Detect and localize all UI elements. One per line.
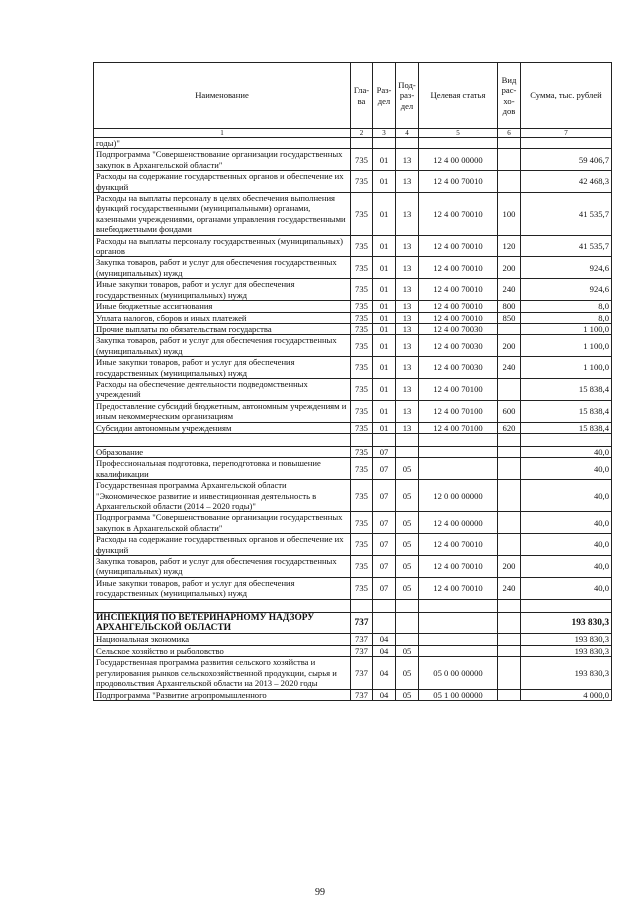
cell-name: Иные закупки товаров, работ и услуг для обеспечения государственных (муниципальных) нужд xyxy=(94,279,351,301)
cell-statya: 12 4 00 70010 xyxy=(419,301,498,312)
cell-statya: 05 1 00 00000 xyxy=(419,689,498,700)
header-vid: Вид рас-хо-дов xyxy=(498,63,521,129)
cell-razdel xyxy=(373,138,396,149)
header-glava: Гла-ва xyxy=(351,63,373,129)
cell-name: Профессиональная подготовка, переподготовка и повышение квалификации xyxy=(94,458,351,480)
cell-vid: 200 xyxy=(498,257,521,279)
cell-vid: 240 xyxy=(498,357,521,379)
cell-podrazdel xyxy=(396,599,419,612)
cell-vid: 120 xyxy=(498,235,521,257)
cell-summa: 40,0 xyxy=(521,446,612,457)
cell-podrazdel: 13 xyxy=(396,323,419,334)
table-row xyxy=(94,512,612,534)
cell-statya: 12 4 00 70100 xyxy=(419,422,498,433)
cell-summa: 193 830,3 xyxy=(521,645,612,656)
table-row xyxy=(94,400,612,422)
cell-podrazdel xyxy=(396,634,419,645)
cell-glava: 737 xyxy=(351,612,373,634)
cell-razdel: 01 xyxy=(373,257,396,279)
header-statya: Целевая статья xyxy=(419,63,498,129)
cell-statya xyxy=(419,645,498,656)
cell-glava: 737 xyxy=(351,634,373,645)
cell-statya: 12 4 00 70030 xyxy=(419,357,498,379)
table-row xyxy=(94,458,612,480)
cell-podrazdel xyxy=(396,446,419,457)
column-number: 6 xyxy=(498,129,521,138)
cell-name: Сельское хозяйство и рыболовство xyxy=(94,645,351,656)
cell-summa: 193 830,3 xyxy=(521,657,612,689)
table-row xyxy=(94,645,612,656)
cell-name: Закупка товаров, работ и услуг для обеспечения государственных (муниципальных) нужд xyxy=(94,335,351,357)
cell-name: Расходы на выплаты персоналу в целях обеспечения выполнения функций государственными (муниципальными) органами, казенными учреждениями, органами управления государственными внебюджетными фондами xyxy=(94,193,351,236)
cell-podrazdel: 13 xyxy=(396,235,419,257)
column-number: 2 xyxy=(351,129,373,138)
table-row xyxy=(94,378,612,400)
cell-name: Расходы на обеспечение деятельности подведомственных учреждений xyxy=(94,378,351,400)
cell-statya xyxy=(419,612,498,634)
spacer-row xyxy=(94,599,612,612)
cell-vid xyxy=(498,323,521,334)
cell-name xyxy=(94,599,351,612)
cell-podrazdel: 05 xyxy=(396,480,419,512)
cell-statya: 12 4 00 70010 xyxy=(419,257,498,279)
cell-podrazdel: 13 xyxy=(396,171,419,193)
cell-vid: 200 xyxy=(498,556,521,578)
cell-statya xyxy=(419,433,498,446)
table-row xyxy=(94,657,612,689)
cell-podrazdel: 13 xyxy=(396,312,419,323)
cell-podrazdel: 05 xyxy=(396,556,419,578)
cell-statya: 12 4 00 70010 xyxy=(419,312,498,323)
cell-name: Иные закупки товаров, работ и услуг для обеспечения государственных (муниципальных) нужд xyxy=(94,357,351,379)
cell-summa: 1 100,0 xyxy=(521,335,612,357)
cell-glava: 735 xyxy=(351,357,373,379)
cell-summa: 40,0 xyxy=(521,577,612,599)
cell-razdel: 07 xyxy=(373,458,396,480)
cell-summa xyxy=(521,599,612,612)
cell-podrazdel: 05 xyxy=(396,645,419,656)
cell-statya xyxy=(419,138,498,149)
column-number: 4 xyxy=(396,129,419,138)
cell-glava: 735 xyxy=(351,171,373,193)
cell-statya: 12 4 00 00000 xyxy=(419,512,498,534)
cell-name: Подпрограмма "Совершенствование организации государственных закупок в Архангельской области" xyxy=(94,512,351,534)
cell-vid xyxy=(498,446,521,457)
budget-table xyxy=(93,62,612,701)
cell-razdel: 01 xyxy=(373,312,396,323)
cell-podrazdel: 05 xyxy=(396,534,419,556)
table-row xyxy=(94,149,612,171)
cell-vid xyxy=(498,433,521,446)
cell-glava: 735 xyxy=(351,235,373,257)
cell-podrazdel xyxy=(396,138,419,149)
cell-statya: 12 4 00 70010 xyxy=(419,171,498,193)
cell-razdel: 01 xyxy=(373,357,396,379)
cell-podrazdel: 13 xyxy=(396,378,419,400)
cell-glava xyxy=(351,138,373,149)
header-razdel: Раз-дел xyxy=(373,63,396,129)
cell-statya: 05 0 00 00000 xyxy=(419,657,498,689)
table-body xyxy=(94,138,612,701)
cell-vid: 100 xyxy=(498,193,521,236)
cell-vid xyxy=(498,458,521,480)
table-row xyxy=(94,257,612,279)
cell-name: Расходы на выплаты персоналу государственных (муниципальных) органов xyxy=(94,235,351,257)
cell-summa xyxy=(521,433,612,446)
table-row xyxy=(94,171,612,193)
table-row xyxy=(94,279,612,301)
cell-glava: 735 xyxy=(351,378,373,400)
cell-glava: 735 xyxy=(351,458,373,480)
budget-table-sheet xyxy=(93,62,611,701)
cell-statya: 12 4 00 70010 xyxy=(419,193,498,236)
cell-vid: 240 xyxy=(498,279,521,301)
cell-glava: 735 xyxy=(351,556,373,578)
cell-name: Расходы на содержание государственных органов и обеспечение их функций xyxy=(94,534,351,556)
cell-vid xyxy=(498,689,521,700)
cell-summa: 8,0 xyxy=(521,301,612,312)
cell-name: Подпрограмма "Совершенствование организации государственных закупок в Архангельской области" xyxy=(94,149,351,171)
cell-summa: 1 100,0 xyxy=(521,357,612,379)
cell-vid xyxy=(498,378,521,400)
cell-summa xyxy=(521,138,612,149)
cell-summa: 41 535,7 xyxy=(521,193,612,236)
cell-razdel: 01 xyxy=(373,279,396,301)
cell-vid xyxy=(498,149,521,171)
cell-summa: 42 468,3 xyxy=(521,171,612,193)
column-number-row xyxy=(94,129,612,138)
cell-glava: 735 xyxy=(351,323,373,334)
table-row xyxy=(94,612,612,634)
cell-summa: 193 830,3 xyxy=(521,612,612,634)
cell-glava: 735 xyxy=(351,301,373,312)
cell-podrazdel: 13 xyxy=(396,193,419,236)
cell-statya: 12 4 00 70030 xyxy=(419,323,498,334)
cell-glava: 735 xyxy=(351,512,373,534)
cell-statya: 12 4 00 70100 xyxy=(419,378,498,400)
cell-summa: 193 830,3 xyxy=(521,634,612,645)
cell-podrazdel: 05 xyxy=(396,512,419,534)
cell-vid: 600 xyxy=(498,400,521,422)
cell-summa: 4 000,0 xyxy=(521,689,612,700)
cell-name: Уплата налогов, сборов и иных платежей xyxy=(94,312,351,323)
cell-name: Образование xyxy=(94,446,351,457)
cell-razdel: 04 xyxy=(373,645,396,656)
cell-vid: 620 xyxy=(498,422,521,433)
column-number: 3 xyxy=(373,129,396,138)
cell-vid xyxy=(498,634,521,645)
cell-vid: 850 xyxy=(498,312,521,323)
cell-podrazdel: 13 xyxy=(396,149,419,171)
cell-podrazdel: 05 xyxy=(396,689,419,700)
cell-summa: 924,6 xyxy=(521,279,612,301)
cell-razdel: 07 xyxy=(373,446,396,457)
cell-name: Прочие выплаты по обязательствам государства xyxy=(94,323,351,334)
cell-podrazdel: 13 xyxy=(396,400,419,422)
cell-vid: 800 xyxy=(498,301,521,312)
cell-podrazdel xyxy=(396,612,419,634)
cell-name: ИНСПЕКЦИЯ ПО ВЕТЕРИНАРНОМУ НАДЗОРУ АРХАНГЕЛЬСКОЙ ОБЛАСТИ xyxy=(94,612,351,634)
cell-razdel: 04 xyxy=(373,689,396,700)
cell-name: Закупка товаров, работ и услуг для обеспечения государственных (муниципальных) нужд xyxy=(94,257,351,279)
cell-podrazdel: 05 xyxy=(396,577,419,599)
cell-razdel xyxy=(373,433,396,446)
cell-summa: 41 535,7 xyxy=(521,235,612,257)
cell-podrazdel: 13 xyxy=(396,257,419,279)
cell-glava: 735 xyxy=(351,534,373,556)
cell-summa: 40,0 xyxy=(521,534,612,556)
cell-podrazdel: 13 xyxy=(396,301,419,312)
cell-glava: 735 xyxy=(351,577,373,599)
cell-vid: 200 xyxy=(498,335,521,357)
table-row xyxy=(94,446,612,457)
cell-summa: 15 838,4 xyxy=(521,378,612,400)
cell-name: Государственная программа Архангельской области "Экономическое развитие и инвестиционная деятельность в Архангельской области (2014 – 2020 годы)" xyxy=(94,480,351,512)
cell-glava: 735 xyxy=(351,480,373,512)
cell-razdel: 01 xyxy=(373,422,396,433)
cell-name: Иные закупки товаров, работ и услуг для обеспечения государственных (муниципальных) нужд xyxy=(94,577,351,599)
cell-summa: 8,0 xyxy=(521,312,612,323)
header-row xyxy=(94,63,612,129)
cell-vid xyxy=(498,645,521,656)
cell-glava: 735 xyxy=(351,279,373,301)
column-number: 5 xyxy=(419,129,498,138)
cell-glava xyxy=(351,599,373,612)
cell-razdel: 01 xyxy=(373,193,396,236)
header-summa: Сумма, тыс. рублей xyxy=(521,63,612,129)
cell-summa: 1 100,0 xyxy=(521,323,612,334)
table-row xyxy=(94,138,612,149)
cell-name: Расходы на содержание государственных органов и обеспечение их функций xyxy=(94,171,351,193)
header-podrazdel: Под-раз-дел xyxy=(396,63,419,129)
table-row xyxy=(94,634,612,645)
table-row xyxy=(94,577,612,599)
cell-razdel: 01 xyxy=(373,335,396,357)
table-row xyxy=(94,534,612,556)
cell-podrazdel: 13 xyxy=(396,279,419,301)
cell-razdel: 07 xyxy=(373,534,396,556)
cell-podrazdel: 05 xyxy=(396,458,419,480)
cell-razdel: 04 xyxy=(373,657,396,689)
cell-statya: 12 4 00 70010 xyxy=(419,556,498,578)
cell-vid xyxy=(498,512,521,534)
cell-razdel: 01 xyxy=(373,149,396,171)
table-row xyxy=(94,422,612,433)
cell-podrazdel: 13 xyxy=(396,335,419,357)
cell-razdel xyxy=(373,612,396,634)
cell-summa: 924,6 xyxy=(521,257,612,279)
cell-name: Иные бюджетные ассигнования xyxy=(94,301,351,312)
cell-summa: 40,0 xyxy=(521,480,612,512)
cell-name: Национальная экономика xyxy=(94,634,351,645)
cell-glava: 735 xyxy=(351,257,373,279)
cell-name: Закупка товаров, работ и услуг для обеспечения государственных (муниципальных) нужд xyxy=(94,556,351,578)
cell-vid xyxy=(498,480,521,512)
cell-summa: 40,0 xyxy=(521,458,612,480)
cell-statya xyxy=(419,446,498,457)
table-row xyxy=(94,689,612,700)
cell-summa: 40,0 xyxy=(521,556,612,578)
table-row xyxy=(94,193,612,236)
cell-summa: 40,0 xyxy=(521,512,612,534)
cell-statya: 12 4 00 70010 xyxy=(419,577,498,599)
cell-razdel: 01 xyxy=(373,171,396,193)
cell-vid xyxy=(498,171,521,193)
table-row xyxy=(94,357,612,379)
cell-vid xyxy=(498,599,521,612)
cell-name: Государственная программа развития сельского хозяйства и регулирования рынков сельскохозяйственной продукции, сырья и продовольствия Архангельской области на 2013 – 2020 годы xyxy=(94,657,351,689)
table-row xyxy=(94,312,612,323)
column-number: 1 xyxy=(94,129,351,138)
header-name: Наименование xyxy=(94,63,351,129)
table-row xyxy=(94,323,612,334)
cell-podrazdel: 13 xyxy=(396,357,419,379)
cell-razdel: 07 xyxy=(373,556,396,578)
cell-podrazdel: 05 xyxy=(396,657,419,689)
cell-statya xyxy=(419,458,498,480)
cell-summa: 59 406,7 xyxy=(521,149,612,171)
cell-name xyxy=(94,433,351,446)
cell-vid xyxy=(498,657,521,689)
cell-statya: 12 4 00 70010 xyxy=(419,279,498,301)
cell-name: Подпрограмма "Развитие агропромышленного xyxy=(94,689,351,700)
table-row xyxy=(94,480,612,512)
cell-statya: 12 4 00 70010 xyxy=(419,534,498,556)
cell-statya: 12 4 00 70010 xyxy=(419,235,498,257)
cell-statya: 12 4 00 70100 xyxy=(419,400,498,422)
cell-glava: 737 xyxy=(351,689,373,700)
cell-vid xyxy=(498,138,521,149)
cell-glava: 735 xyxy=(351,422,373,433)
cell-glava xyxy=(351,433,373,446)
cell-razdel: 07 xyxy=(373,512,396,534)
table-row xyxy=(94,301,612,312)
cell-vid xyxy=(498,534,521,556)
cell-vid: 240 xyxy=(498,577,521,599)
cell-statya: 12 4 00 70030 xyxy=(419,335,498,357)
cell-name: Субсидии автономным учреждениям xyxy=(94,422,351,433)
cell-statya xyxy=(419,634,498,645)
cell-razdel xyxy=(373,599,396,612)
cell-name: годы)" xyxy=(94,138,351,149)
cell-statya xyxy=(419,599,498,612)
cell-razdel: 01 xyxy=(373,323,396,334)
spacer-row xyxy=(94,433,612,446)
page-number: 99 xyxy=(315,887,325,898)
table-row xyxy=(94,335,612,357)
cell-podrazdel xyxy=(396,433,419,446)
cell-podrazdel: 13 xyxy=(396,422,419,433)
cell-glava: 735 xyxy=(351,193,373,236)
cell-razdel: 01 xyxy=(373,301,396,312)
cell-razdel: 07 xyxy=(373,480,396,512)
cell-razdel: 01 xyxy=(373,378,396,400)
cell-razdel: 01 xyxy=(373,400,396,422)
cell-summa: 15 838,4 xyxy=(521,400,612,422)
cell-statya: 12 4 00 00000 xyxy=(419,149,498,171)
cell-glava: 735 xyxy=(351,335,373,357)
cell-razdel: 04 xyxy=(373,634,396,645)
cell-statya: 12 0 00 00000 xyxy=(419,480,498,512)
cell-glava: 735 xyxy=(351,446,373,457)
cell-glava: 735 xyxy=(351,312,373,323)
cell-glava: 737 xyxy=(351,657,373,689)
cell-glava: 735 xyxy=(351,149,373,171)
cell-name: Предоставление субсидий бюджетным, автономным учреждениям и иным некоммерческим организациям xyxy=(94,400,351,422)
table-row xyxy=(94,556,612,578)
table-row xyxy=(94,235,612,257)
cell-razdel: 01 xyxy=(373,235,396,257)
cell-razdel: 07 xyxy=(373,577,396,599)
cell-vid xyxy=(498,612,521,634)
cell-summa: 15 838,4 xyxy=(521,422,612,433)
cell-glava: 737 xyxy=(351,645,373,656)
cell-glava: 735 xyxy=(351,400,373,422)
column-number: 7 xyxy=(521,129,612,138)
